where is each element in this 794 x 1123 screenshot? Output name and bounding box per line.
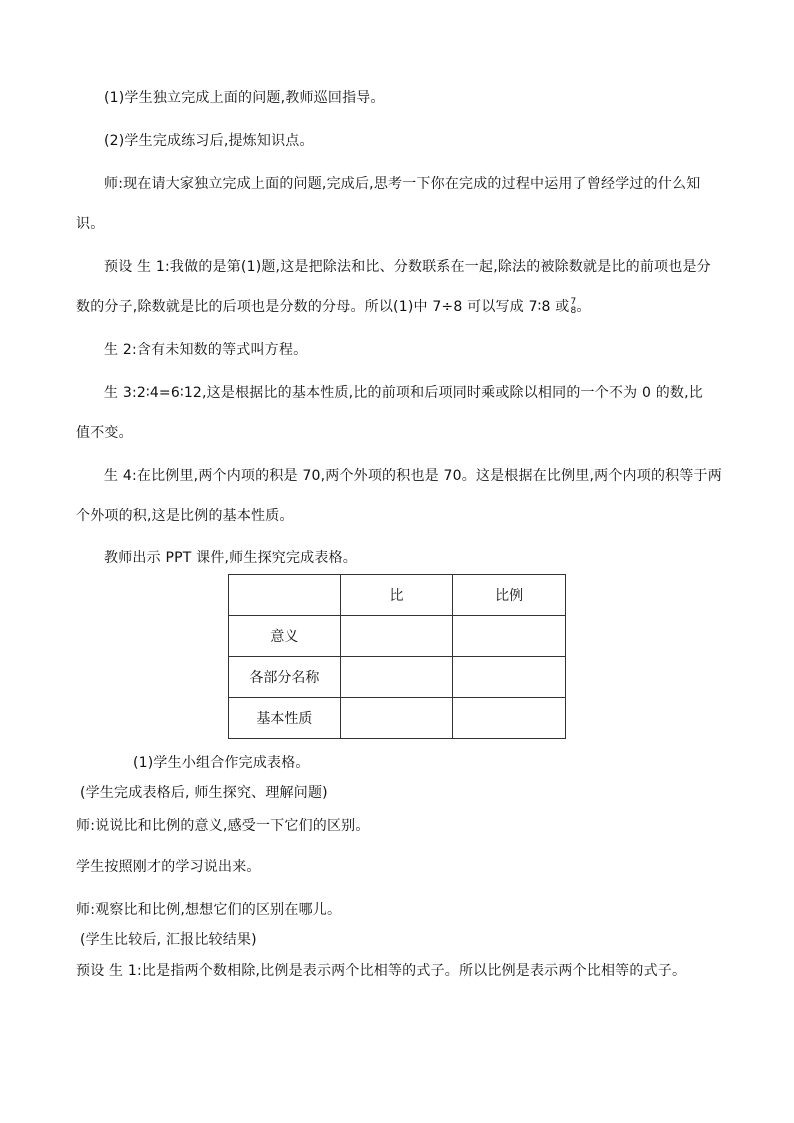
table-row [229,616,566,657]
table-row [229,698,566,739]
paragraph-4-end: 。 [576,299,591,315]
table-cell [340,698,453,739]
paragraph-13: 师:观察比和比例,想想它们的区别在哪儿。 [76,902,342,918]
paragraph-14: (学生比较后, 汇报比较结果) [80,932,257,948]
paragraph-10: (学生完成表格后, 师生探究、理解问题) [80,785,328,801]
paragraph-4-line-2 [76,297,591,317]
fraction-denominator: 8 [570,306,577,316]
paragraph-6-line-1: 生 3:2∶4=6∶12,这是根据比的基本性质,比的前项和后项同时乘或除以相同的一个不为 0 的数,比 [104,385,703,401]
paragraph-7-line-1: 生 4:在比例里,两个内项的积是 70,两个外项的积也是 70。这是根据在比例里,两个内项的积等于两 [104,468,722,484]
comparison-table [228,574,566,739]
paragraph-7-line-2: 个外项的积,这是比例的基本性质。 [76,508,294,524]
paragraph-8: 教师出示 PPT 课件,师生探究完成表格。 [104,550,357,566]
paragraph-4-text: 数的分子,除数就是比的后项也是分数的分母。所以(1)中 7÷8 可以写成 7∶8 或 [76,299,570,315]
table-header-cell [229,575,341,616]
paragraph-4-line-1: 预设 生 1:我做的是第(1)题,这是把除法和比、分数联系在一起,除法的被除数就是比的前项也是分 [104,259,711,275]
paragraph-9: (1)学生小组合作完成表格。 [133,755,310,771]
paragraph-15: 预设 生 1:比是指两个数相除,比例是表示两个比相等的式子。所以比例是表示两个比相等的式子。 [76,963,687,979]
paragraph-6-line-2: 值不变。 [76,425,133,441]
paragraph-3-line-2: 识。 [76,216,105,232]
table-row [229,657,566,698]
paragraph-11: 师:说说比和比例的意义,感受一下它们的区别。 [76,818,370,834]
paragraph-2: (2)学生完成练习后,提炼知识点。 [104,133,314,149]
fraction-numerator: 7 [570,297,577,307]
table-cell [340,616,453,657]
table-header-cell: 比例 [453,575,566,616]
table-cell [453,616,566,657]
table-header-cell: 比 [340,575,453,616]
table-cell [453,698,566,739]
table-row-label: 意义 [229,616,341,657]
table-cell [340,657,453,698]
table-row-label: 各部分名称 [229,657,341,698]
paragraph-5: 生 2:含有未知数的等式叫方程。 [104,342,308,358]
paragraph-1: (1)学生独立完成上面的问题,教师巡回指导。 [104,90,385,106]
table-cell [453,657,566,698]
table-row-label: 基本性质 [229,698,341,739]
table-header-row [229,575,566,616]
paragraph-3-line-1: 师:现在请大家独立完成上面的问题,完成后,思考一下你在完成的过程中运用了曾经学过的什么知 [104,176,701,192]
paragraph-12: 学生按照刚才的学习说出来。 [76,859,261,875]
